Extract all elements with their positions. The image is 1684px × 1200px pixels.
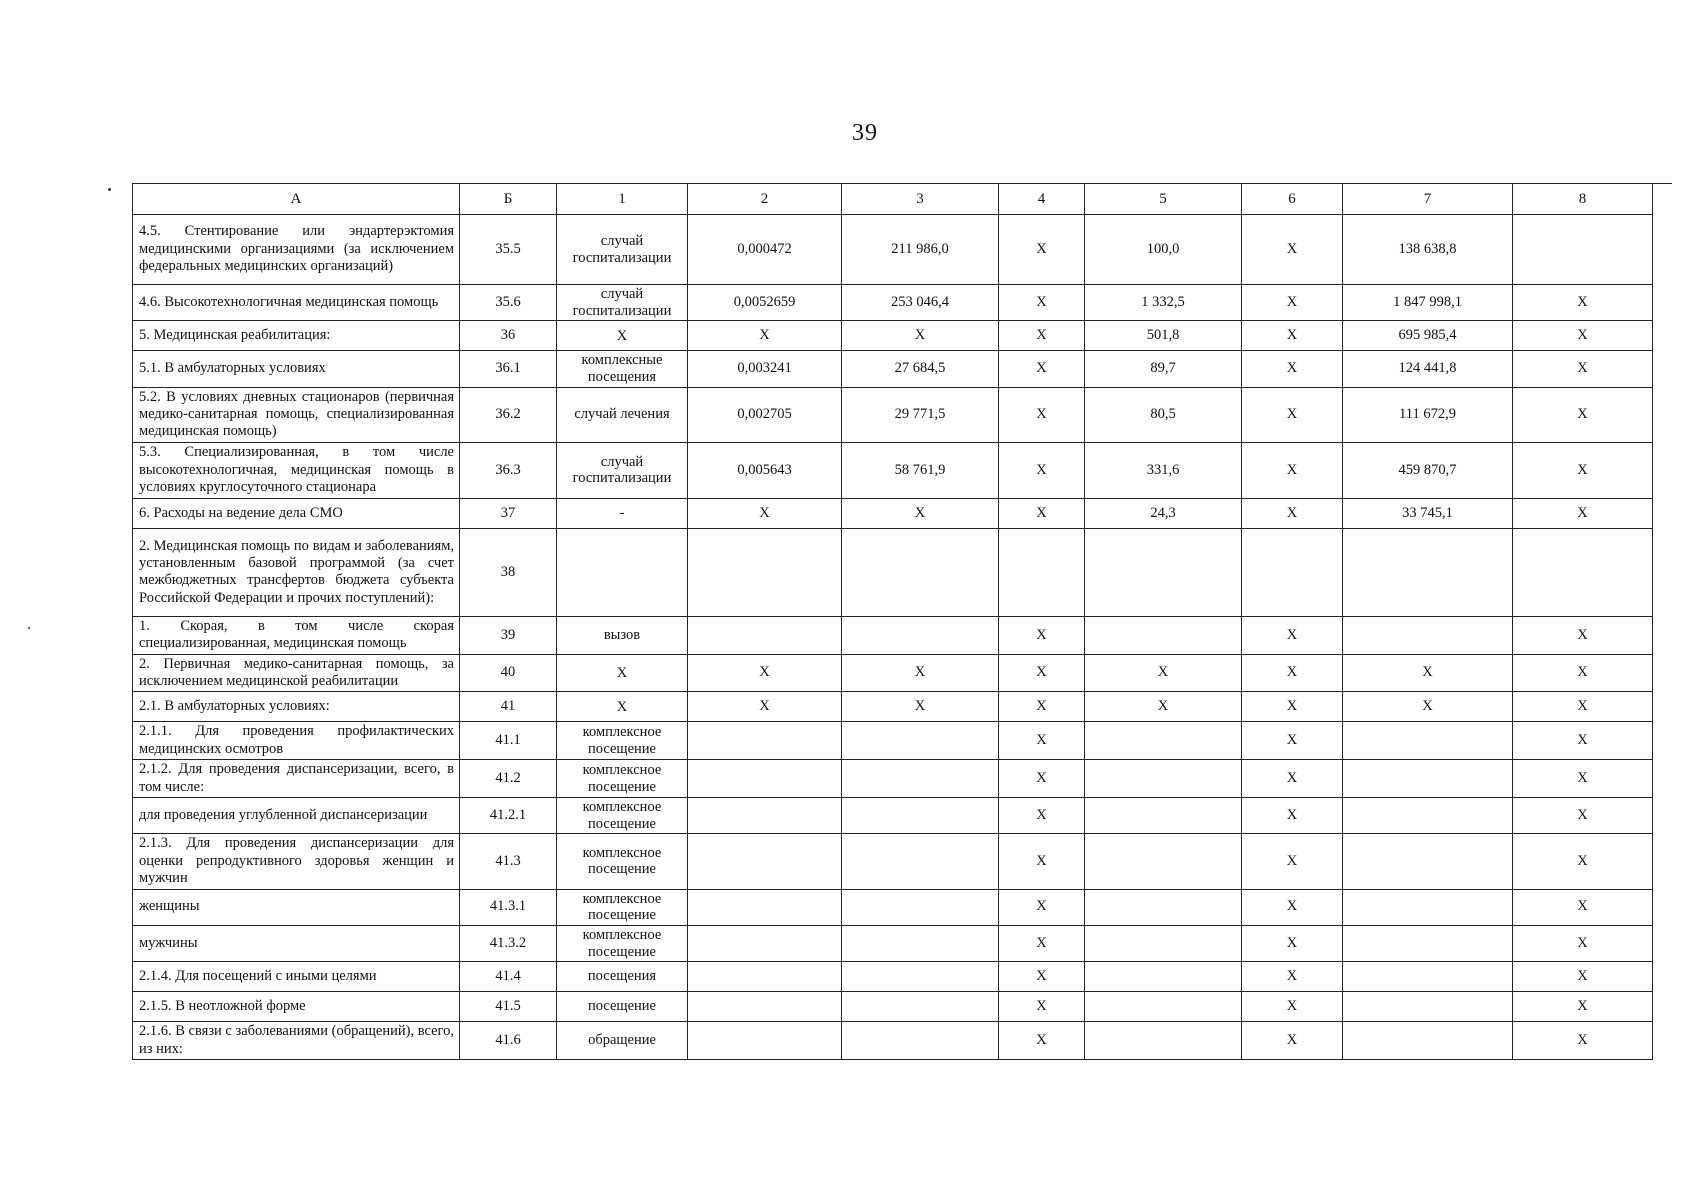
value-cell	[1085, 797, 1242, 833]
table-row	[133, 760, 1653, 798]
unit-cell: комплексное посещение	[557, 889, 688, 925]
row-code-cell: 41.3.2	[460, 925, 557, 961]
value-cell: Х	[842, 654, 999, 692]
table-row	[133, 498, 1653, 528]
unit-cell: комплексное посещение	[557, 834, 688, 889]
value-cell: Х	[1242, 692, 1343, 722]
value-cell	[999, 528, 1085, 616]
row-name-cell: 6. Расходы на ведение дела СМО	[133, 498, 460, 528]
value-cell: Х	[1513, 692, 1653, 722]
value-cell: Х	[1513, 992, 1653, 1022]
column-header: Б	[460, 184, 557, 215]
value-cell: 0,0052659	[688, 285, 842, 321]
row-code-cell: 41.6	[460, 1022, 557, 1060]
page-number: 39	[852, 120, 878, 146]
row-name-cell: 2.1.4. Для посещений с иными целями	[133, 962, 460, 992]
column-header: 8	[1513, 184, 1653, 215]
unit-cell: случай госпитализации	[557, 285, 688, 321]
value-cell: Х	[1242, 285, 1343, 321]
unit-cell: обращение	[557, 1022, 688, 1060]
value-cell	[1085, 889, 1242, 925]
table-row	[133, 925, 1653, 961]
value-cell: 24,3	[1085, 498, 1242, 528]
value-cell: Х	[688, 654, 842, 692]
value-cell: Х	[999, 992, 1085, 1022]
value-cell: Х	[1242, 498, 1343, 528]
unit-cell: комплексное посещение	[557, 925, 688, 961]
value-cell	[842, 760, 999, 798]
value-cell: Х	[1242, 722, 1343, 760]
value-cell: Х	[999, 797, 1085, 833]
value-cell	[1513, 528, 1653, 616]
table-row	[133, 1022, 1653, 1060]
value-cell: Х	[1513, 442, 1653, 498]
value-cell	[1343, 992, 1513, 1022]
unit-cell: Х	[557, 321, 688, 351]
value-cell: Х	[999, 962, 1085, 992]
unit-cell: комплексные посещения	[557, 351, 688, 387]
value-cell: Х	[1513, 1022, 1653, 1060]
value-cell	[1085, 722, 1242, 760]
value-cell	[1085, 528, 1242, 616]
unit-cell: случай госпитализации	[557, 442, 688, 498]
value-cell	[842, 797, 999, 833]
value-cell: Х	[999, 442, 1085, 498]
value-cell	[688, 722, 842, 760]
table-row	[133, 722, 1653, 760]
row-code-cell: 35.6	[460, 285, 557, 321]
value-cell: Х	[1242, 797, 1343, 833]
value-cell: Х	[1513, 616, 1653, 654]
value-cell	[1513, 215, 1653, 285]
value-cell: Х	[842, 498, 999, 528]
value-cell	[842, 889, 999, 925]
table-row	[133, 387, 1653, 442]
value-cell: Х	[1242, 351, 1343, 387]
scan-speck	[28, 627, 30, 629]
row-name-cell: 5.3. Специализированная, в том числе высокотехнологичная, медицинская помощь в условиях круглосуточного стационара	[133, 442, 460, 498]
row-code-cell: 36.1	[460, 351, 557, 387]
value-cell	[688, 889, 842, 925]
value-cell: 138 638,8	[1343, 215, 1513, 285]
value-cell	[1085, 616, 1242, 654]
row-name-cell: для проведения углубленной диспансеризации	[133, 797, 460, 833]
value-cell	[688, 760, 842, 798]
value-cell: Х	[1513, 962, 1653, 992]
row-name-cell: 2.1.1. Для проведения профилактических медицинских осмотров	[133, 722, 460, 760]
value-cell: Х	[1242, 321, 1343, 351]
row-name-cell: 2.1.5. В неотложной форме	[133, 992, 460, 1022]
value-cell: Х	[688, 498, 842, 528]
value-cell: 695 985,4	[1343, 321, 1513, 351]
row-name-cell: женщины	[133, 889, 460, 925]
value-cell: Х	[999, 889, 1085, 925]
value-cell: Х	[1242, 760, 1343, 798]
value-cell: Х	[1513, 925, 1653, 961]
value-cell	[1085, 992, 1242, 1022]
value-cell	[1343, 962, 1513, 992]
value-cell	[688, 834, 842, 889]
row-code-cell: 36.2	[460, 387, 557, 442]
table-row	[133, 285, 1653, 321]
row-code-cell: 41.4	[460, 962, 557, 992]
value-cell	[842, 962, 999, 992]
row-code-cell: 41.2	[460, 760, 557, 798]
value-cell: 459 870,7	[1343, 442, 1513, 498]
value-cell: 29 771,5	[842, 387, 999, 442]
value-cell: 501,8	[1085, 321, 1242, 351]
row-name-cell: 5.1. В амбулаторных условиях	[133, 351, 460, 387]
row-code-cell: 36	[460, 321, 557, 351]
table-row	[133, 834, 1653, 889]
value-cell	[1343, 722, 1513, 760]
row-name-cell: 4.5. Стентирование или эндартерэктомия медицинскими организациями (за исключением федеральных медицинских организаций)	[133, 215, 460, 285]
row-code-cell: 41.1	[460, 722, 557, 760]
column-header: 6	[1242, 184, 1343, 215]
value-cell	[842, 1022, 999, 1060]
value-cell: Х	[999, 285, 1085, 321]
row-name-cell: 4.6. Высокотехнологичная медицинская помощь	[133, 285, 460, 321]
value-cell: Х	[1513, 797, 1653, 833]
row-name-cell: 2. Первичная медико-санитарная помощь, за исключением медицинской реабилитации	[133, 654, 460, 692]
value-cell: Х	[999, 925, 1085, 961]
value-cell: 89,7	[1085, 351, 1242, 387]
value-cell: Х	[1242, 1022, 1343, 1060]
value-cell: Х	[1513, 654, 1653, 692]
value-cell: Х	[1343, 692, 1513, 722]
table-row	[133, 351, 1653, 387]
unit-cell: случай госпитализации	[557, 215, 688, 285]
value-cell: Х	[842, 321, 999, 351]
value-cell	[1343, 797, 1513, 833]
value-cell	[842, 992, 999, 1022]
value-cell	[1085, 925, 1242, 961]
value-cell: Х	[1513, 889, 1653, 925]
header-row	[133, 184, 1653, 215]
column-header: 5	[1085, 184, 1242, 215]
row-name-cell: 2. Медицинская помощь по видам и заболеваниям, установленным базовой программой (за счет межбюджетных трансфертов бюджета субъекта Российской Федерации и прочих поступлений):	[133, 528, 460, 616]
value-cell: Х	[999, 692, 1085, 722]
value-cell: Х	[999, 760, 1085, 798]
value-cell: Х	[999, 834, 1085, 889]
unit-cell: комплексное посещение	[557, 797, 688, 833]
value-cell	[1242, 528, 1343, 616]
row-name-cell: 2.1.6. В связи с заболеваниями (обращений), всего, из них:	[133, 1022, 460, 1060]
value-cell: Х	[999, 387, 1085, 442]
row-code-cell: 39	[460, 616, 557, 654]
table-row	[133, 654, 1653, 692]
value-cell	[842, 722, 999, 760]
column-header: 3	[842, 184, 999, 215]
value-cell	[1343, 760, 1513, 798]
value-cell: Х	[688, 321, 842, 351]
value-cell: 0,002705	[688, 387, 842, 442]
value-cell: Х	[1513, 387, 1653, 442]
value-cell: Х	[999, 654, 1085, 692]
table-row	[133, 992, 1653, 1022]
data-table	[132, 183, 1653, 1060]
value-cell	[842, 925, 999, 961]
row-name-cell: 5.2. В условиях дневных стационаров (первичная медико-санитарная помощь, специализированная медицинская помощь)	[133, 387, 460, 442]
value-cell	[1343, 925, 1513, 961]
row-name-cell: 5. Медицинская реабилитация:	[133, 321, 460, 351]
unit-cell	[557, 528, 688, 616]
value-cell: 1 847 998,1	[1343, 285, 1513, 321]
value-cell: 331,6	[1085, 442, 1242, 498]
unit-cell: комплексное посещение	[557, 722, 688, 760]
value-cell: Х	[1513, 351, 1653, 387]
value-cell: Х	[1242, 992, 1343, 1022]
row-code-cell: 38	[460, 528, 557, 616]
value-cell: 0,003241	[688, 351, 842, 387]
value-cell: 100,0	[1085, 215, 1242, 285]
row-code-cell: 37	[460, 498, 557, 528]
value-cell: Х	[999, 1022, 1085, 1060]
scan-speck	[108, 188, 111, 191]
row-code-cell: 35.5	[460, 215, 557, 285]
row-code-cell: 41	[460, 692, 557, 722]
table-row	[133, 616, 1653, 654]
value-cell: Х	[1513, 760, 1653, 798]
table-row	[133, 797, 1653, 833]
value-cell: Х	[1242, 215, 1343, 285]
value-cell	[688, 962, 842, 992]
value-cell: Х	[688, 692, 842, 722]
value-cell: 33 745,1	[1343, 498, 1513, 528]
value-cell	[1343, 616, 1513, 654]
table-row	[133, 528, 1653, 616]
value-cell: Х	[999, 351, 1085, 387]
value-cell	[1343, 528, 1513, 616]
unit-cell: -	[557, 498, 688, 528]
value-cell: Х	[1242, 442, 1343, 498]
value-cell: 80,5	[1085, 387, 1242, 442]
value-cell	[688, 528, 842, 616]
row-name-cell: 1. Скорая, в том числе скорая специализированная, медицинская помощь	[133, 616, 460, 654]
value-cell	[1085, 962, 1242, 992]
value-cell: Х	[1242, 834, 1343, 889]
unit-cell: Х	[557, 692, 688, 722]
row-code-cell: 36.3	[460, 442, 557, 498]
value-cell: Х	[999, 498, 1085, 528]
value-cell: Х	[1085, 692, 1242, 722]
unit-cell: комплексное посещение	[557, 760, 688, 798]
value-cell	[1085, 760, 1242, 798]
value-cell: 211 986,0	[842, 215, 999, 285]
value-cell: 58 761,9	[842, 442, 999, 498]
value-cell: Х	[1513, 285, 1653, 321]
value-cell: Х	[1242, 616, 1343, 654]
table-row	[133, 692, 1653, 722]
value-cell: Х	[999, 616, 1085, 654]
value-cell: Х	[1085, 654, 1242, 692]
value-cell: 0,000472	[688, 215, 842, 285]
unit-cell: Х	[557, 654, 688, 692]
value-cell	[842, 616, 999, 654]
unit-cell: посещения	[557, 962, 688, 992]
value-cell: Х	[1513, 722, 1653, 760]
value-cell: Х	[999, 722, 1085, 760]
value-cell	[1343, 889, 1513, 925]
column-header: А	[133, 184, 460, 215]
row-code-cell: 41.3	[460, 834, 557, 889]
unit-cell: посещение	[557, 992, 688, 1022]
value-cell: 253 046,4	[842, 285, 999, 321]
table-row	[133, 889, 1653, 925]
value-cell: Х	[1513, 498, 1653, 528]
column-header: 2	[688, 184, 842, 215]
row-name-cell: 2.1.2. Для проведения диспансеризации, всего, в том числе:	[133, 760, 460, 798]
value-cell: 111 672,9	[1343, 387, 1513, 442]
value-cell: Х	[1513, 321, 1653, 351]
value-cell: 1 332,5	[1085, 285, 1242, 321]
table-top-rule-extension	[1652, 183, 1672, 184]
row-name-cell: мужчины	[133, 925, 460, 961]
value-cell: Х	[1343, 654, 1513, 692]
value-cell	[842, 834, 999, 889]
value-cell: Х	[1513, 834, 1653, 889]
value-cell: 27 684,5	[842, 351, 999, 387]
row-name-cell: 2.1.3. Для проведения диспансеризации для оценки репродуктивного здоровья женщин и мужчин	[133, 834, 460, 889]
value-cell	[1085, 834, 1242, 889]
value-cell	[1343, 834, 1513, 889]
value-cell: Х	[1242, 654, 1343, 692]
table-row	[133, 215, 1653, 285]
value-cell: Х	[1242, 925, 1343, 961]
value-cell: 124 441,8	[1343, 351, 1513, 387]
value-cell	[688, 925, 842, 961]
value-cell: 0,005643	[688, 442, 842, 498]
table-row	[133, 442, 1653, 498]
value-cell	[688, 992, 842, 1022]
table-body	[133, 215, 1653, 1060]
value-cell	[688, 797, 842, 833]
unit-cell: случай лечения	[557, 387, 688, 442]
value-cell	[842, 528, 999, 616]
value-cell: Х	[999, 215, 1085, 285]
value-cell	[688, 1022, 842, 1060]
table-row	[133, 321, 1653, 351]
value-cell	[688, 616, 842, 654]
unit-cell: вызов	[557, 616, 688, 654]
row-code-cell: 40	[460, 654, 557, 692]
value-cell	[1343, 1022, 1513, 1060]
column-header: 1	[557, 184, 688, 215]
value-cell	[1085, 1022, 1242, 1060]
value-cell: Х	[999, 321, 1085, 351]
value-cell: Х	[1242, 962, 1343, 992]
table-row	[133, 962, 1653, 992]
column-header: 4	[999, 184, 1085, 215]
row-name-cell: 2.1. В амбулаторных условиях:	[133, 692, 460, 722]
value-cell: Х	[1242, 889, 1343, 925]
value-cell: Х	[1242, 387, 1343, 442]
value-cell: Х	[842, 692, 999, 722]
column-header: 7	[1343, 184, 1513, 215]
row-code-cell: 41.5	[460, 992, 557, 1022]
row-code-cell: 41.3.1	[460, 889, 557, 925]
row-code-cell: 41.2.1	[460, 797, 557, 833]
